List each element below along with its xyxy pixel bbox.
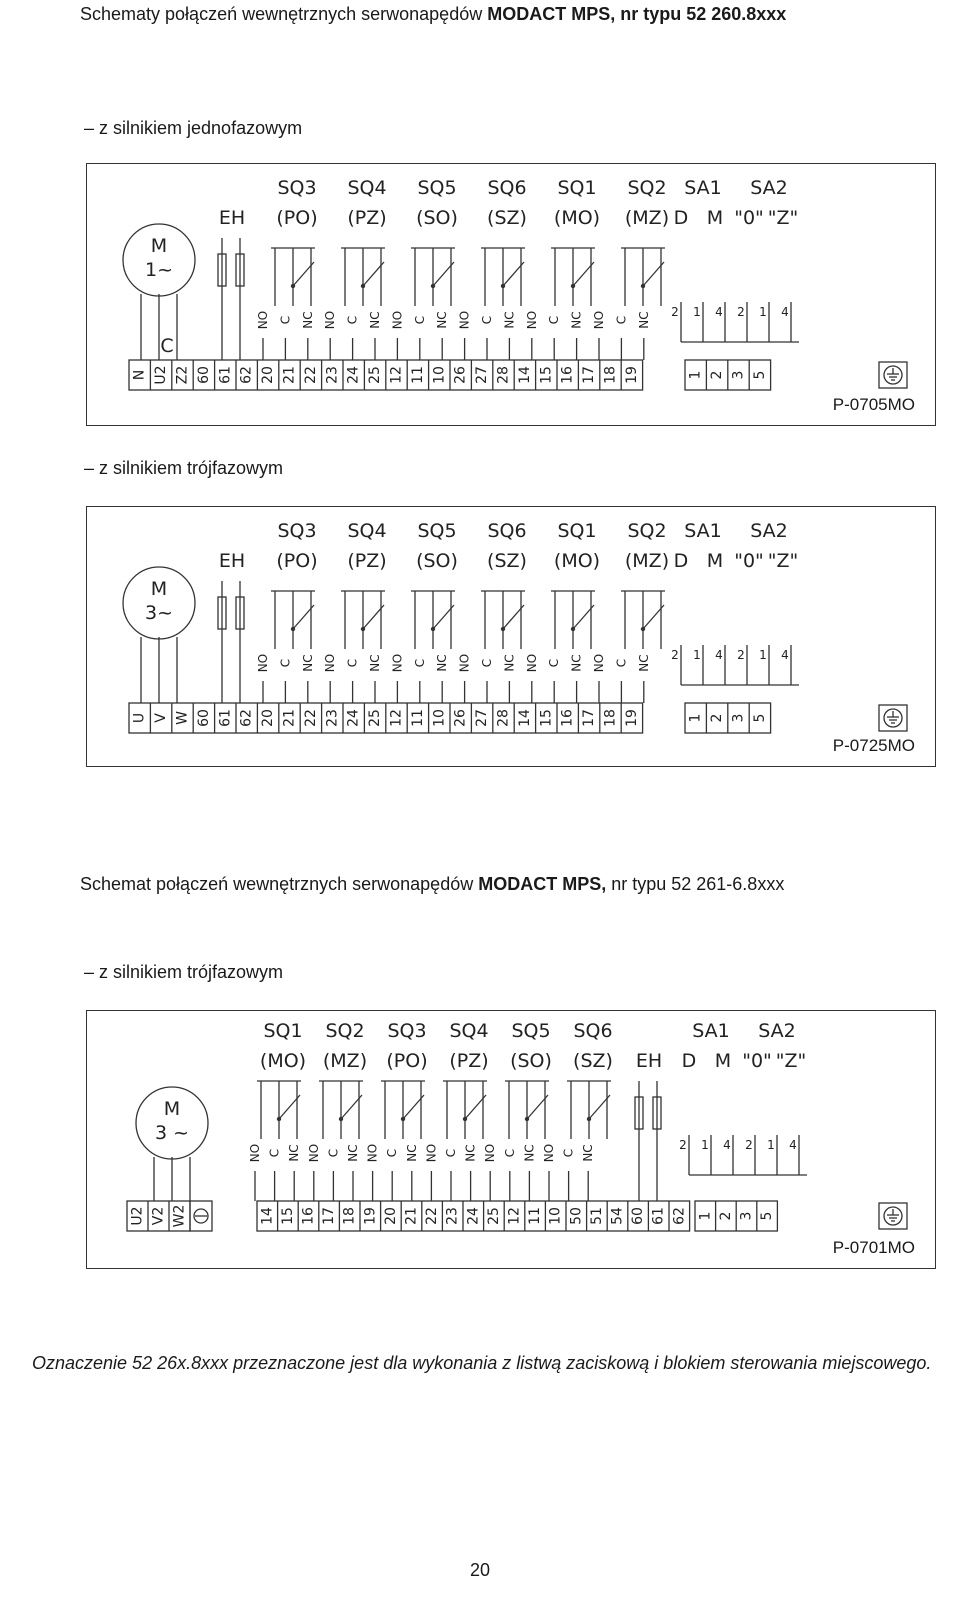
switch-id: SQ1 (557, 520, 597, 542)
contact-letter: NC (502, 654, 517, 672)
terminal-label: 2 (709, 713, 726, 723)
switch-node (431, 284, 435, 288)
contact-letter: NO (592, 310, 606, 330)
selector-function: "Z" (775, 1050, 807, 1072)
terminal-label: 17 (581, 709, 598, 727)
selector-digit: 2 (745, 1138, 753, 1152)
selector-digit: 2 (671, 305, 679, 319)
switch-id: SQ3 (277, 520, 317, 542)
switch-id: SQ5 (417, 177, 457, 199)
terminal-label: 27 (474, 366, 491, 384)
terminal-label: 18 (602, 709, 619, 727)
contact-letter: NO (256, 653, 270, 673)
capacitor-label: C (160, 335, 174, 357)
selector-digit: 1 (759, 648, 767, 662)
selector-digit: 2 (737, 305, 745, 319)
contact-letter: NO (457, 653, 472, 673)
terminal-label: 25 (367, 709, 384, 727)
switch-function: (MZ) (322, 1050, 368, 1072)
motor-label: 1~ (144, 259, 174, 281)
switch-node (361, 284, 365, 288)
terminal-label: 14 (516, 366, 533, 384)
selector-id: SA2 (758, 1020, 796, 1042)
terminal-label: 3 (730, 370, 747, 380)
contact-letter: NC (404, 1144, 419, 1162)
switch-id: SQ2 (627, 520, 667, 542)
switch-node (361, 627, 365, 631)
switch-node (501, 284, 505, 288)
contact-letter: C (502, 1148, 517, 1158)
contact-letter: NC (435, 311, 450, 329)
terminal-label: 25 (367, 366, 384, 384)
contact-letter: C (547, 658, 562, 668)
selector-function: "0" (734, 550, 764, 572)
terminal-label: 16 (559, 366, 576, 384)
terminal-label: 12 (388, 709, 405, 727)
contact-letter: NO (390, 653, 405, 673)
terminal-label: 20 (382, 1207, 399, 1225)
contact-letter: NC (581, 1144, 596, 1162)
switch-id: SQ4 (347, 177, 387, 199)
motor-label: M (150, 578, 168, 600)
selector-function: M (714, 1050, 732, 1072)
switch-function: (PO) (386, 1050, 428, 1072)
terminal-label: 11 (527, 1207, 544, 1225)
terminal-label: 51 (588, 1207, 605, 1225)
terminal-label: 11 (409, 366, 426, 384)
selector-digit: 1 (693, 648, 701, 662)
terminal-label: 23 (324, 709, 341, 727)
terminal-label: 22 (302, 709, 319, 727)
contact-letter: NO (457, 310, 472, 330)
switch-node (431, 627, 435, 631)
selector-function: M (706, 207, 724, 229)
switch-node (339, 1117, 343, 1121)
switch-function: (SO) (510, 1050, 552, 1072)
switch-node (401, 1117, 405, 1121)
selector-digit: 4 (715, 648, 723, 662)
terminal-label: 25 (485, 1207, 502, 1225)
selector-function: "0" (742, 1050, 772, 1072)
motor-label: M (150, 235, 168, 257)
terminal-label: 28 (495, 366, 512, 384)
switch-id: SQ3 (277, 177, 317, 199)
terminal-label: 3 (730, 713, 747, 723)
terminal-label: 24 (345, 366, 362, 384)
designation-note: Oznaczenie 52 26x.8xxx przeznaczone jest dla wykonania z listwą zaciskową i blokiem sterowania miejscowego. (32, 1353, 932, 1373)
selector-digit: 1 (701, 1138, 709, 1152)
motor-label: 3~ (144, 602, 174, 624)
contact-letter: NC (435, 654, 450, 672)
switch-function: (PZ) (347, 550, 387, 572)
terminal-label: U2 (153, 365, 170, 385)
heater-label: EH (218, 207, 246, 229)
contact-letter: C (278, 658, 293, 668)
terminal-label: 61 (217, 709, 234, 727)
terminal-label: 1 (697, 1211, 714, 1221)
terminal-label: 27 (474, 709, 491, 727)
terminal-label: 10 (431, 709, 448, 727)
contact-letter: C (385, 1148, 400, 1158)
terminal-label: 62 (671, 1207, 688, 1225)
switch-id: SQ5 (511, 1020, 551, 1042)
page-heading-2 (80, 874, 784, 895)
terminal-label: 1 (687, 370, 704, 380)
terminal-label: V (153, 713, 170, 723)
terminal-label: 15 (279, 1207, 296, 1225)
diagram-code: P-0705MO (832, 395, 915, 414)
wiring-diagram-three-phase-a (86, 506, 936, 767)
contact-letter: C (326, 1148, 341, 1158)
terminal-label: V2 (150, 1206, 167, 1226)
selector-digit: 4 (781, 305, 789, 319)
switch-id: SQ3 (387, 1020, 427, 1042)
selector-digit: 2 (671, 648, 679, 662)
contact-letter: C (480, 658, 494, 668)
switch-id: SQ2 (325, 1020, 365, 1042)
switch-node (463, 1117, 467, 1121)
terminal-label: 23 (444, 1207, 461, 1225)
contact-letter: NC (368, 654, 382, 672)
switch-id: SQ5 (417, 520, 457, 542)
heading-2-text: Schemat połączeń wewnętrznych serwonapędów (80, 874, 479, 894)
contact-letter: C (412, 658, 427, 668)
switch-node (641, 284, 645, 288)
subheading-single-phase: – z silnikiem jednofazowym (84, 118, 303, 138)
selector-function: D (673, 550, 689, 572)
terminal-label: U2 (129, 1206, 146, 1226)
switch-id: SQ4 (347, 520, 387, 542)
switch-function: (SZ) (487, 550, 527, 572)
terminal-label: 22 (302, 366, 319, 384)
terminal-label: 16 (559, 709, 576, 727)
switch-node (571, 627, 575, 631)
contact-letter: C (444, 1148, 458, 1158)
terminal-label: 22 (424, 1207, 441, 1225)
switch-function: (PZ) (347, 207, 387, 229)
contact-letter: NC (463, 1144, 478, 1162)
terminal-label: 50 (568, 1207, 585, 1225)
selector-id: SA2 (750, 177, 788, 199)
selector-function: "Z" (767, 550, 799, 572)
switch-id: SQ1 (557, 177, 597, 199)
diagram-svg (87, 164, 937, 427)
terminal-label: 61 (650, 1207, 667, 1225)
terminal-label: 18 (602, 366, 619, 384)
selector-digit: 2 (679, 1138, 687, 1152)
terminal-label: 19 (623, 709, 640, 727)
switch-function: (PZ) (449, 1050, 489, 1072)
terminal-label: 5 (751, 713, 768, 723)
terminal-label: 2 (717, 1211, 734, 1221)
contact-letter: NO (542, 1143, 556, 1163)
terminal-label: 28 (495, 709, 512, 727)
selector-digit: 1 (759, 305, 767, 319)
terminal-label: 5 (751, 370, 768, 380)
switch-id: SQ6 (487, 177, 527, 199)
contact-letter: NC (522, 1144, 537, 1162)
contact-letter: NC (300, 311, 315, 329)
terminal-label: 60 (630, 1207, 647, 1225)
terminal-label: 62 (238, 366, 255, 384)
contact-letter: NO (256, 310, 270, 330)
diagram-code: P-0701MO (832, 1238, 915, 1257)
page-number: 20 (469, 1560, 491, 1580)
terminal-label: 17 (581, 366, 598, 384)
switch-function: (MO) (553, 207, 601, 229)
diagram-svg (87, 1011, 937, 1274)
switch-function: (MO) (259, 1050, 307, 1072)
selector-id: SA1 (684, 177, 722, 199)
terminal-label: 16 (300, 1207, 317, 1225)
contact-letter: C (561, 1148, 576, 1158)
terminal-label: 12 (506, 1207, 523, 1225)
heading-1-bold: MODACT MPS, nr typu 52 260.8xxx (487, 4, 787, 24)
switch-function: (MZ) (624, 207, 670, 229)
selector-id: SA2 (750, 520, 788, 542)
selector-digit: 2 (737, 648, 745, 662)
terminal-label: 17 (321, 1207, 338, 1225)
contact-letter: NO (323, 653, 338, 673)
contact-letter: NC (287, 1144, 302, 1162)
contact-letter: NO (483, 1143, 498, 1163)
contact-letter: C (412, 315, 427, 325)
contact-letter: C (614, 658, 629, 668)
heading-2-bold: MODACT MPS, (478, 874, 607, 894)
contact-letter: NO (424, 1143, 439, 1163)
switch-node (571, 284, 575, 288)
switch-id: SQ2 (627, 177, 667, 199)
selector-digit: 4 (715, 305, 723, 319)
switch-id: SQ4 (449, 1020, 489, 1042)
terminal-label: 54 (609, 1207, 626, 1225)
terminal-label: U (131, 712, 148, 724)
contact-letter: NO (592, 653, 606, 673)
switch-function: (PO) (276, 207, 318, 229)
terminal-label: 19 (362, 1207, 379, 1225)
switch-function: (SO) (416, 207, 458, 229)
contact-letter: C (547, 315, 562, 325)
contact-letter: NC (502, 311, 517, 329)
heater-label: EH (218, 550, 246, 572)
terminal-label: 24 (345, 709, 362, 727)
contact-letter: C (267, 1148, 282, 1158)
subheading-three-phase-a: – z silnikiem trójfazowym (84, 458, 284, 478)
terminal-label: N (131, 369, 148, 381)
switch-function: (MO) (553, 550, 601, 572)
selector-digit: 4 (781, 648, 789, 662)
terminal-label: 14 (516, 709, 533, 727)
contact-letter: NC (569, 654, 584, 672)
subheading-three-phase-b: – z silnikiem trójfazowym (84, 962, 284, 982)
contact-letter: NO (365, 1143, 380, 1163)
terminal-label: 23 (324, 366, 341, 384)
terminal-label: Z2 (174, 365, 191, 385)
contact-letter: C (480, 315, 494, 325)
diagram-code: P-0725MO (832, 736, 915, 755)
contact-letter: NC (368, 311, 382, 329)
terminal-label: 21 (403, 1207, 420, 1225)
diagram-svg (87, 507, 937, 770)
terminal-label: 21 (281, 709, 298, 727)
motor-label: 3 ~ (154, 1122, 190, 1144)
terminal-label: 10 (431, 366, 448, 384)
heater-label: EH (635, 1050, 663, 1072)
terminal-label: 26 (452, 709, 469, 727)
switch-node (525, 1117, 529, 1121)
contact-letter: NO (524, 310, 539, 330)
switch-id: SQ1 (263, 1020, 303, 1042)
selector-id: SA1 (684, 520, 722, 542)
terminal-label: 10 (547, 1207, 564, 1225)
terminal-label: 14 (259, 1207, 276, 1225)
terminal-label: 19 (623, 366, 640, 384)
contact-letter: NO (524, 653, 539, 673)
selector-function: D (681, 1050, 697, 1072)
terminal-label: W2 (171, 1204, 188, 1228)
selector-digit: 4 (723, 1138, 731, 1152)
terminal-label: 12 (388, 366, 405, 384)
switch-function: (MZ) (624, 550, 670, 572)
terminal-label: W (174, 711, 191, 725)
switch-node (501, 627, 505, 631)
switch-node (291, 284, 295, 288)
terminal-label: 61 (217, 366, 234, 384)
selector-function: "Z" (767, 207, 799, 229)
terminal-label: 62 (238, 709, 255, 727)
contact-letter: NC (569, 311, 584, 329)
contact-letter: NO (390, 310, 405, 330)
switch-node (641, 627, 645, 631)
switch-id: SQ6 (487, 520, 527, 542)
contact-letter: C (345, 315, 360, 325)
contact-letter: NO (323, 310, 338, 330)
heading-2-suffix: nr typu 52 261-6.8xxx (606, 874, 785, 894)
selector-function: "0" (734, 207, 764, 229)
contact-letter: NC (300, 654, 315, 672)
switch-node (587, 1117, 591, 1121)
terminal-label: 18 (341, 1207, 358, 1225)
switch-function: (SO) (416, 550, 458, 572)
heading-1-text: Schematy połączeń wewnętrznych serwonapędów (80, 4, 488, 24)
terminal-label: 2 (709, 370, 726, 380)
contact-letter: C (614, 315, 629, 325)
terminal-label: 15 (538, 709, 555, 727)
switch-function: (SZ) (487, 207, 527, 229)
page-heading-1 (80, 4, 786, 25)
switch-node (291, 627, 295, 631)
selector-digit: 1 (767, 1138, 775, 1152)
terminal-label: 11 (409, 709, 426, 727)
terminal-label: 5 (759, 1211, 776, 1221)
contact-letter: NO (306, 1143, 321, 1163)
terminal-label: 60 (195, 366, 212, 384)
selector-function: D (673, 207, 689, 229)
terminal-label: 60 (195, 709, 212, 727)
terminal-label: 20 (260, 709, 277, 727)
wiring-diagram-three-phase-b (86, 1010, 936, 1269)
terminal-label: 21 (281, 366, 298, 384)
terminal-label: 24 (465, 1207, 482, 1225)
contact-letter: NO (248, 1143, 262, 1163)
contact-letter: NC (346, 1144, 360, 1162)
terminal-label: 1 (687, 713, 704, 723)
wiring-diagram-single-phase (86, 163, 936, 426)
contact-letter: C (345, 658, 360, 668)
switch-id: SQ6 (573, 1020, 613, 1042)
selector-digit: 4 (789, 1138, 797, 1152)
switch-function: (SZ) (573, 1050, 613, 1072)
selector-digit: 1 (693, 305, 701, 319)
terminal-label: 26 (452, 366, 469, 384)
terminal-label: 15 (538, 366, 555, 384)
switch-node (277, 1117, 281, 1121)
switch-function: (PO) (276, 550, 318, 572)
selector-id: SA1 (692, 1020, 730, 1042)
contact-letter: NC (636, 311, 651, 329)
terminal-label: 20 (260, 366, 277, 384)
terminal-label: 3 (738, 1211, 755, 1221)
selector-function: M (706, 550, 724, 572)
contact-letter: NC (636, 654, 651, 672)
contact-letter: C (278, 315, 293, 325)
motor-label: M (163, 1098, 181, 1120)
